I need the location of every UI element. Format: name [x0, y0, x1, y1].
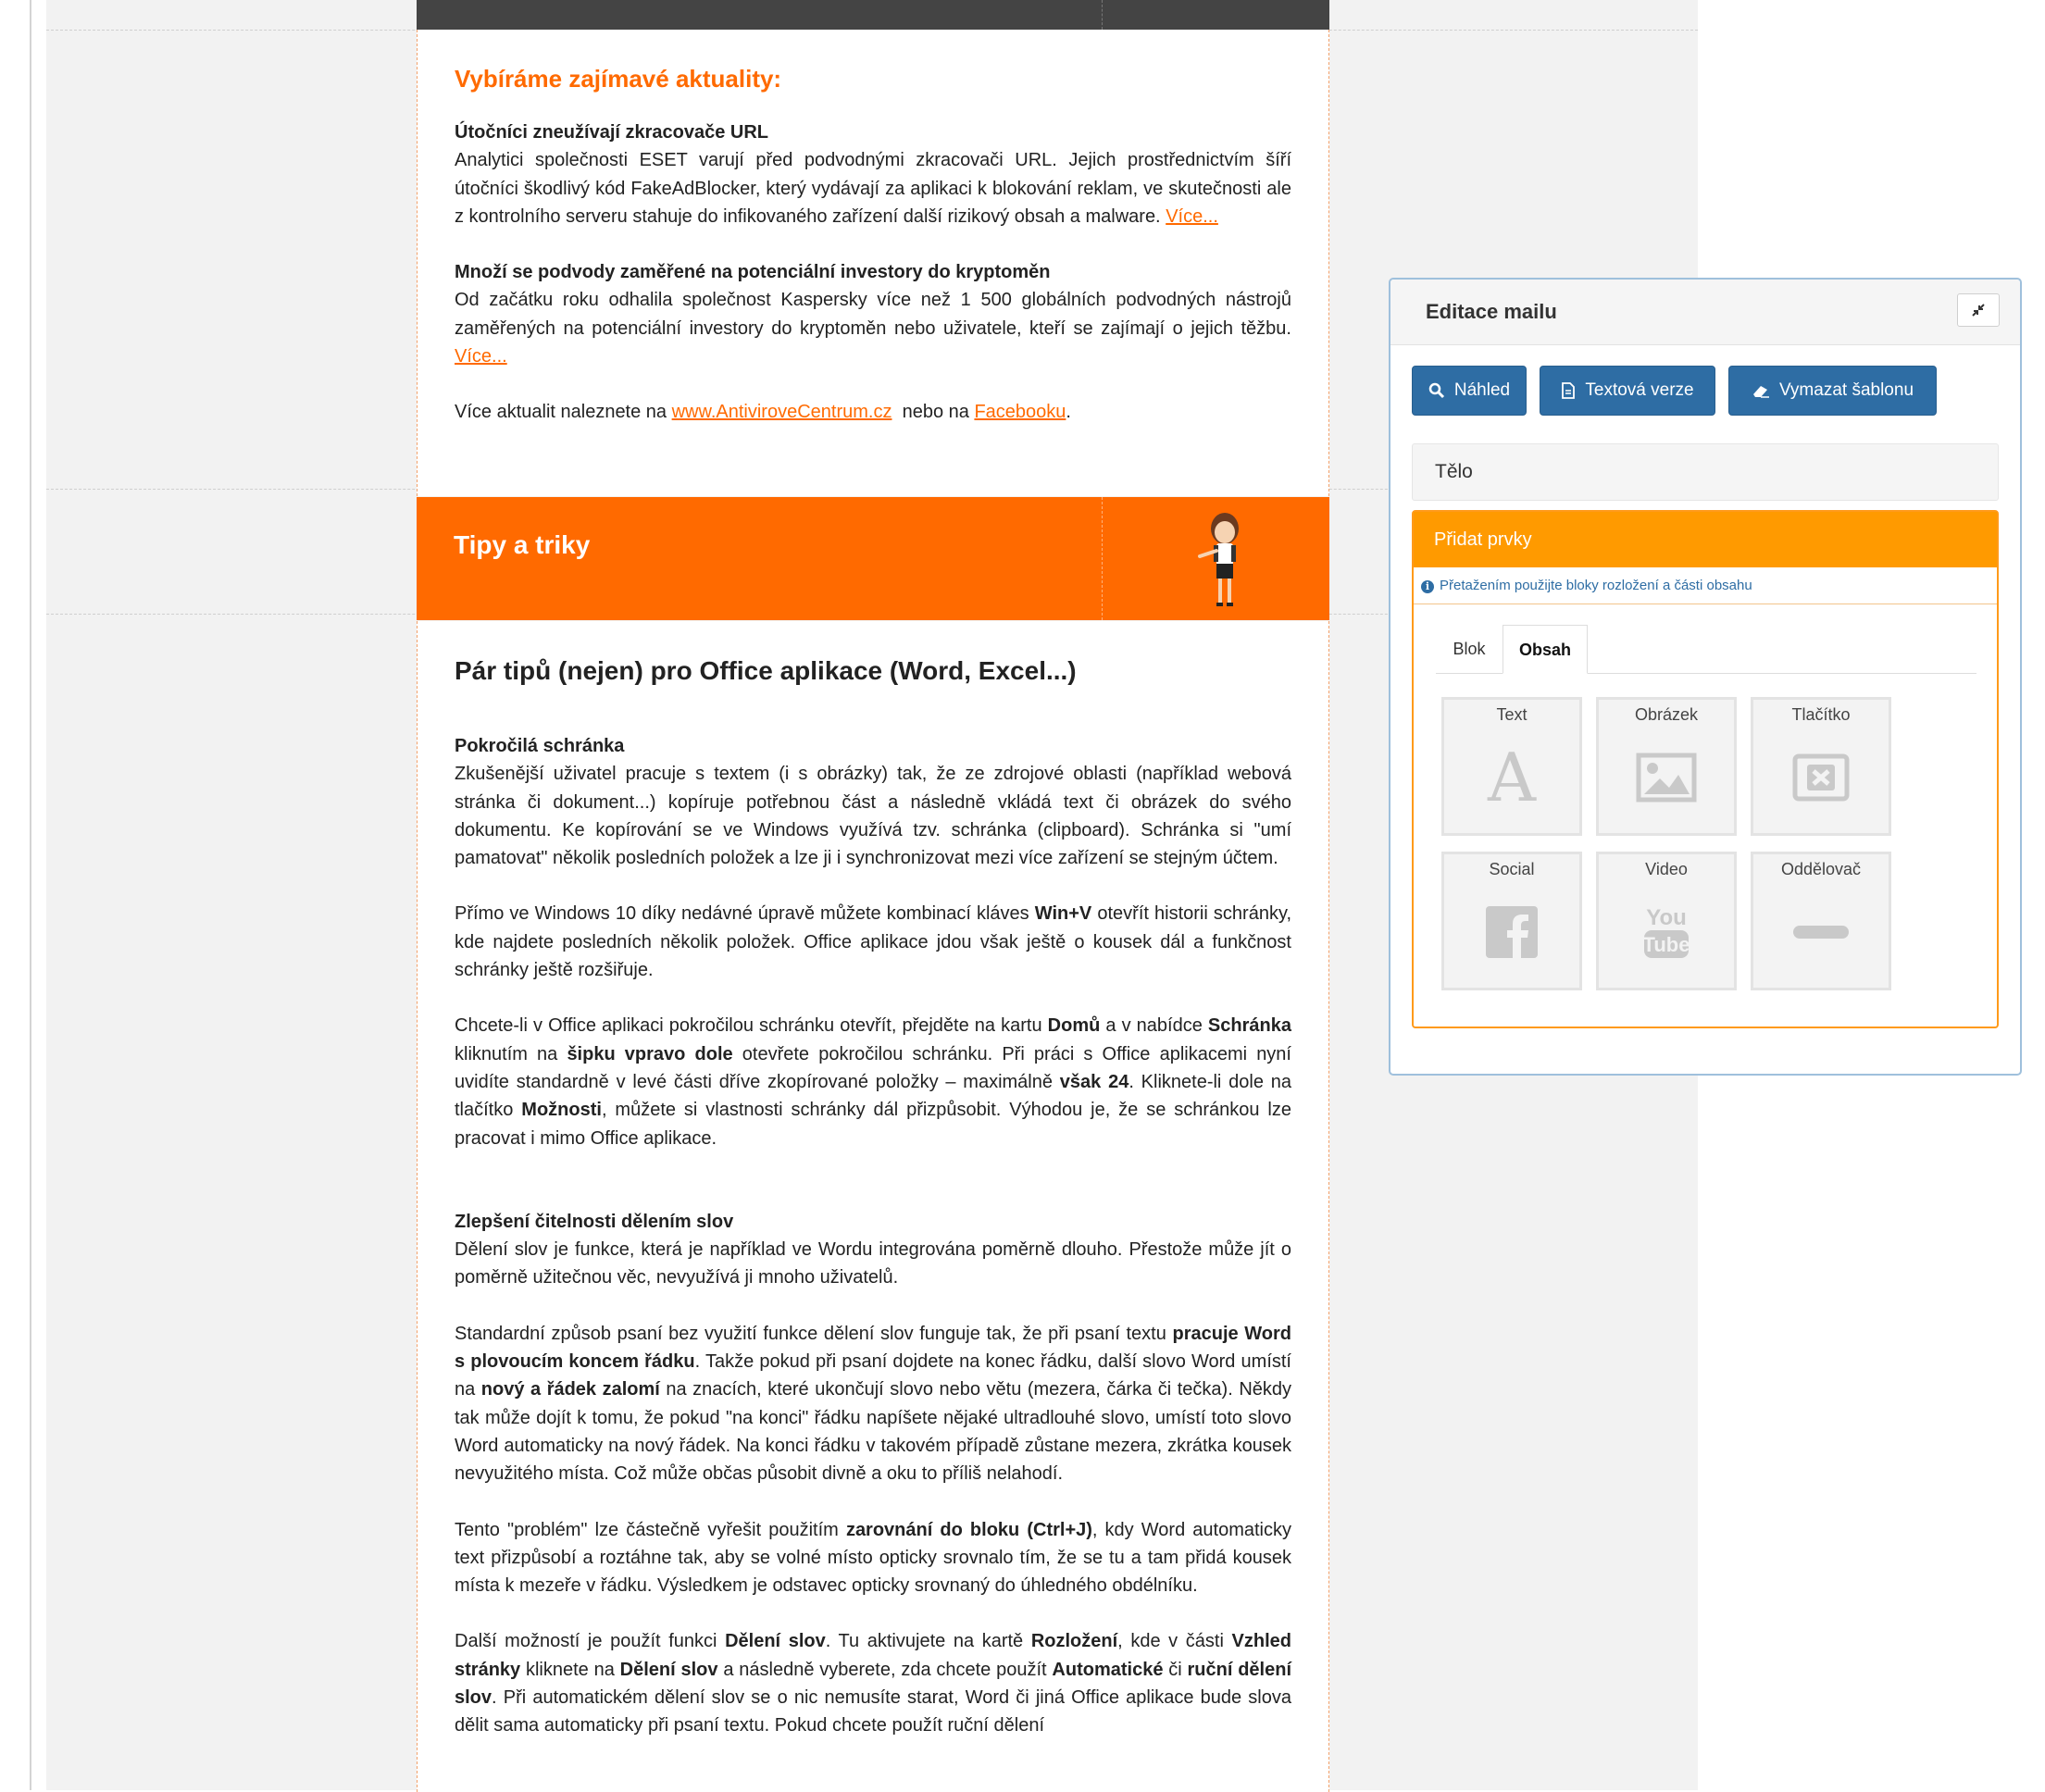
info-icon: i: [1421, 580, 1434, 593]
paragraph: [455, 1627, 1291, 1739]
drag-hint: [1414, 567, 1997, 604]
bold-run: šipku vpravo dole: [567, 1043, 733, 1064]
article-block[interactable]: [417, 621, 1329, 1792]
preview-button-label: Náhled: [1453, 380, 1511, 400]
news-item-text: Analytici společnosti ESET varují před podvodnými zkracovači URL. Jejich prostřednictvím šíří útočníci škodlivý kód FakeAdBlocker, který vydávají za aplikaci k blokování reklam, ve skutečnosti ale z kontrolního serveru stahuje do infikovaného zařízení další rizikový obsah a malware.: [455, 150, 1291, 227]
antivirove-centrum-link[interactable]: www.AntiviroveCentrum.cz: [671, 402, 892, 423]
column-divider: [1102, 0, 1103, 30]
youtube-icon: [1640, 902, 1692, 962]
bold-run: zarovnání do bloku (Ctrl+J): [845, 1519, 1092, 1540]
tab-obsah[interactable]: Obsah: [1503, 625, 1588, 674]
section-title: Zlepšení čitelnosti dělením slov: [455, 1211, 734, 1232]
text-run: a následně vyberete, zda chcete použít: [717, 1659, 1053, 1680]
divider-icon: [1793, 923, 1849, 941]
text-run: . Při automatickém dělení slov se o nic nemusíte starat, Word či jiná Office aplikace bude slova dělit sama automaticky při psaní textu. Pokud chcete použít ruční dělení: [455, 1687, 1291, 1736]
text-run: . Tu aktivujete na kartě: [825, 1631, 1031, 1652]
svg-text:You: You: [1646, 905, 1687, 930]
text-run: Přímo ve Windows 10 díky nedávné úpravě můžete kombinací kláves: [455, 903, 1035, 925]
paragraph: Dělení slov je funkce, která je například ve Wordu integrována poměrně dlouho. Přestože může jít o poměrně užitečnou věc, nevyužívá ji mnoho uživatelů.: [455, 1239, 1291, 1288]
text-run: , můžete si vlastnosti schránky dál přizpůsobit. Výhodou je, že se schránkou lze pracovat i mimo Office aplikace.: [455, 1100, 1292, 1149]
bold-run: Schránka: [1207, 1015, 1291, 1037]
tile-text[interactable]: [1441, 697, 1582, 836]
text-version-button[interactable]: [1540, 366, 1715, 416]
text-version-button-label: Textová verze: [1585, 380, 1694, 400]
text-run: a v nabídce: [1100, 1015, 1208, 1037]
eraser-icon: [1752, 383, 1770, 398]
tile-label: Tlačítko: [1791, 705, 1851, 724]
text-run: Další možností je použít funkci: [455, 1631, 726, 1652]
text-run: Chcete-li v Office aplikaci pokročilou schránku otevřít, přejděte na kartu: [455, 1015, 1048, 1037]
article-title: Pár tipů (nejen) pro Office aplikace (Word, Excel...): [455, 656, 1077, 685]
text-run: otevřít historii schránky, kde najdete posledních několik položek. Office aplikace jdou však ještě o kousek dál a funkčnost schránky ještě rozšiřuje.: [455, 903, 1292, 981]
panel-header[interactable]: [1390, 280, 2020, 345]
bold-run: Rozložení: [1030, 1631, 1118, 1652]
button-x-icon: [1792, 753, 1850, 802]
text-run: kliknete na: [520, 1659, 620, 1680]
bold-run: Vzhled stránky: [455, 1631, 1291, 1680]
bold-run: Automatické: [1052, 1659, 1164, 1680]
tab-blok[interactable]: Blok: [1453, 640, 1486, 658]
image-icon: [1636, 753, 1697, 803]
bold-run: nový a řádek zalomí: [480, 1379, 660, 1400]
more-link[interactable]: Více...: [1166, 205, 1218, 227]
tile-label: Text: [1496, 705, 1528, 724]
cartoon-woman-icon: [1192, 510, 1257, 612]
drag-hint-text: Přetažením použijte bloky rozložení a části obsahu: [1440, 578, 1752, 593]
news-footer-text: Více aktualit naleznete na: [455, 402, 667, 423]
text-run: otevřete pokročilou schránku. Při práci s Office aplikacemi nyní uvidíte standardně v levé části dříve zkopírované položky – maximálně: [455, 1043, 1291, 1092]
tile-video[interactable]: [1596, 852, 1737, 990]
paragraph: [455, 900, 1291, 984]
compress-icon: [1971, 303, 1986, 317]
tile-divider[interactable]: [1751, 852, 1891, 990]
add-elements-box: [1412, 510, 1999, 1028]
paragraph: [455, 1320, 1291, 1488]
search-icon: [1428, 382, 1445, 399]
paragraph: [455, 1012, 1291, 1151]
section-title: Pokročilá schránka: [455, 736, 625, 756]
news-item-title: Útočníci zneužívají zkracovače URL: [455, 122, 769, 143]
news-item-text: Od začátku roku odhalila společnost Kaspersky více než 1 500 globálních podvodných nástrojů zaměřených na potenciální investory do kryptoměn nebo uživatele, kteří se zajímají o jejich těžbu.: [455, 290, 1291, 339]
tips-banner-title: Tipy a triky: [454, 530, 591, 559]
tile-label: Social: [1489, 860, 1535, 878]
tile-label: Oddělovač: [1780, 860, 1862, 878]
facebook-link[interactable]: Facebooku: [974, 402, 1066, 423]
news-heading: Vybíráme zajímavé aktuality:: [455, 65, 782, 93]
element-tabs: [1436, 625, 1976, 674]
paragraph: Zkušenější uživatel pracuje s textem (i s obrázky) tak, že ze zdrojové oblasti (například webová stránka či dokument...) kopíruje potřebnou část a následně vkládá text či obrázek do svého dokumentu. Ke kopírování se ve Windows využívá tzv. schránka (clipboard). Schránka si "umí pamatovat" několik posledních položek a lze ji i synchronizovat mezi více zařízení se stejným účtem.: [455, 764, 1291, 869]
text-run: kliknutím na: [455, 1043, 567, 1064]
text-run: , kdy Word automaticky text přizpůsobí a roztáhne tak, aby se volné místo opticky srovnalo tím, že se tu a tam přidá kousek místa k mezeře v řádku. Výsledkem je odstavec opticky srovnaný do úhledného obdélníku.: [455, 1519, 1291, 1597]
bold-run: Win+V: [1034, 903, 1092, 925]
left-border-line: [30, 0, 31, 1790]
mail-editor-panel: [1389, 278, 2022, 1076]
tile-label: Video: [1645, 860, 1688, 878]
tile-button[interactable]: [1751, 697, 1891, 836]
email-template: [417, 0, 1329, 1792]
text-run: , kde v části: [1117, 1631, 1232, 1652]
bold-run: Možnosti: [521, 1100, 602, 1121]
bold-run: pracuje Word s plovoucím koncem řádku: [455, 1323, 1291, 1373]
news-footer-text: .: [1066, 402, 1071, 423]
more-link[interactable]: Více...: [455, 346, 507, 367]
news-item-title: Množí se podvody zaměřené na potenciální investory do kryptoměn: [455, 262, 1051, 283]
clear-template-button-label: Vymazat šablonu: [1778, 380, 1914, 400]
body-section[interactable]: Tělo: [1412, 443, 1999, 501]
svg-text:Tube: Tube: [1642, 933, 1690, 956]
news-item-body: [455, 286, 1291, 370]
text-run: Standardní způsob psaní bez využití funkce dělení slov funguje tak, že při psaní textu: [455, 1323, 1173, 1344]
tile-image[interactable]: [1596, 697, 1737, 836]
bold-run: Dělení slov: [725, 1631, 826, 1652]
tips-banner[interactable]: [417, 497, 1329, 620]
add-elements-header[interactable]: Přidat prvky: [1414, 512, 1997, 567]
news-footer: [455, 398, 1291, 426]
collapse-button[interactable]: [1957, 293, 2000, 327]
bold-run: Domů: [1047, 1015, 1101, 1037]
column-divider: [1102, 497, 1103, 620]
bold-run: však 24: [1059, 1071, 1129, 1092]
bold-run: ruční dělení slov: [455, 1659, 1291, 1709]
text-run: Tento "problém" lze částečně vyřešit použitím: [455, 1519, 846, 1540]
news-footer-text: nebo na: [902, 402, 969, 423]
text-run: . Kliknete-li dole na tlačítko: [455, 1071, 1291, 1121]
tile-label: Obrázek: [1634, 705, 1699, 724]
text-run: či: [1163, 1659, 1188, 1680]
panel-title: Editace mailu: [1426, 300, 1557, 323]
dark-header-bar[interactable]: [417, 0, 1329, 30]
facebook-icon: [1486, 906, 1538, 958]
letter-a-icon: A: [1488, 739, 1536, 816]
bold-run: Dělení slov: [619, 1659, 718, 1680]
text-run: . Takže pokud při psaní dojdete na konec řádku, další slovo Word umístí na: [455, 1351, 1291, 1400]
tile-social[interactable]: [1441, 852, 1582, 990]
clear-template-button[interactable]: [1728, 366, 1937, 416]
paragraph: [455, 1516, 1291, 1600]
news-block[interactable]: [417, 30, 1329, 496]
text-run: na znacích, které ukončují slovo nebo větu (mezera, čárka či tečka). Někdy tak může dojít k tomu, že pokud "na konci" řádku napíšete nějaké ultradlouhé slovo, umístí toto slovo Word automaticky na nový řádek. Na konci řádku v takovém případě zůstane mezera, zkrátka kousek nevyužitého místa. Což může občas působit divně a oku to příliš nelahodí.: [455, 1379, 1292, 1485]
news-item-body: [455, 146, 1291, 230]
document-icon: [1561, 382, 1576, 399]
preview-button[interactable]: [1412, 366, 1527, 416]
